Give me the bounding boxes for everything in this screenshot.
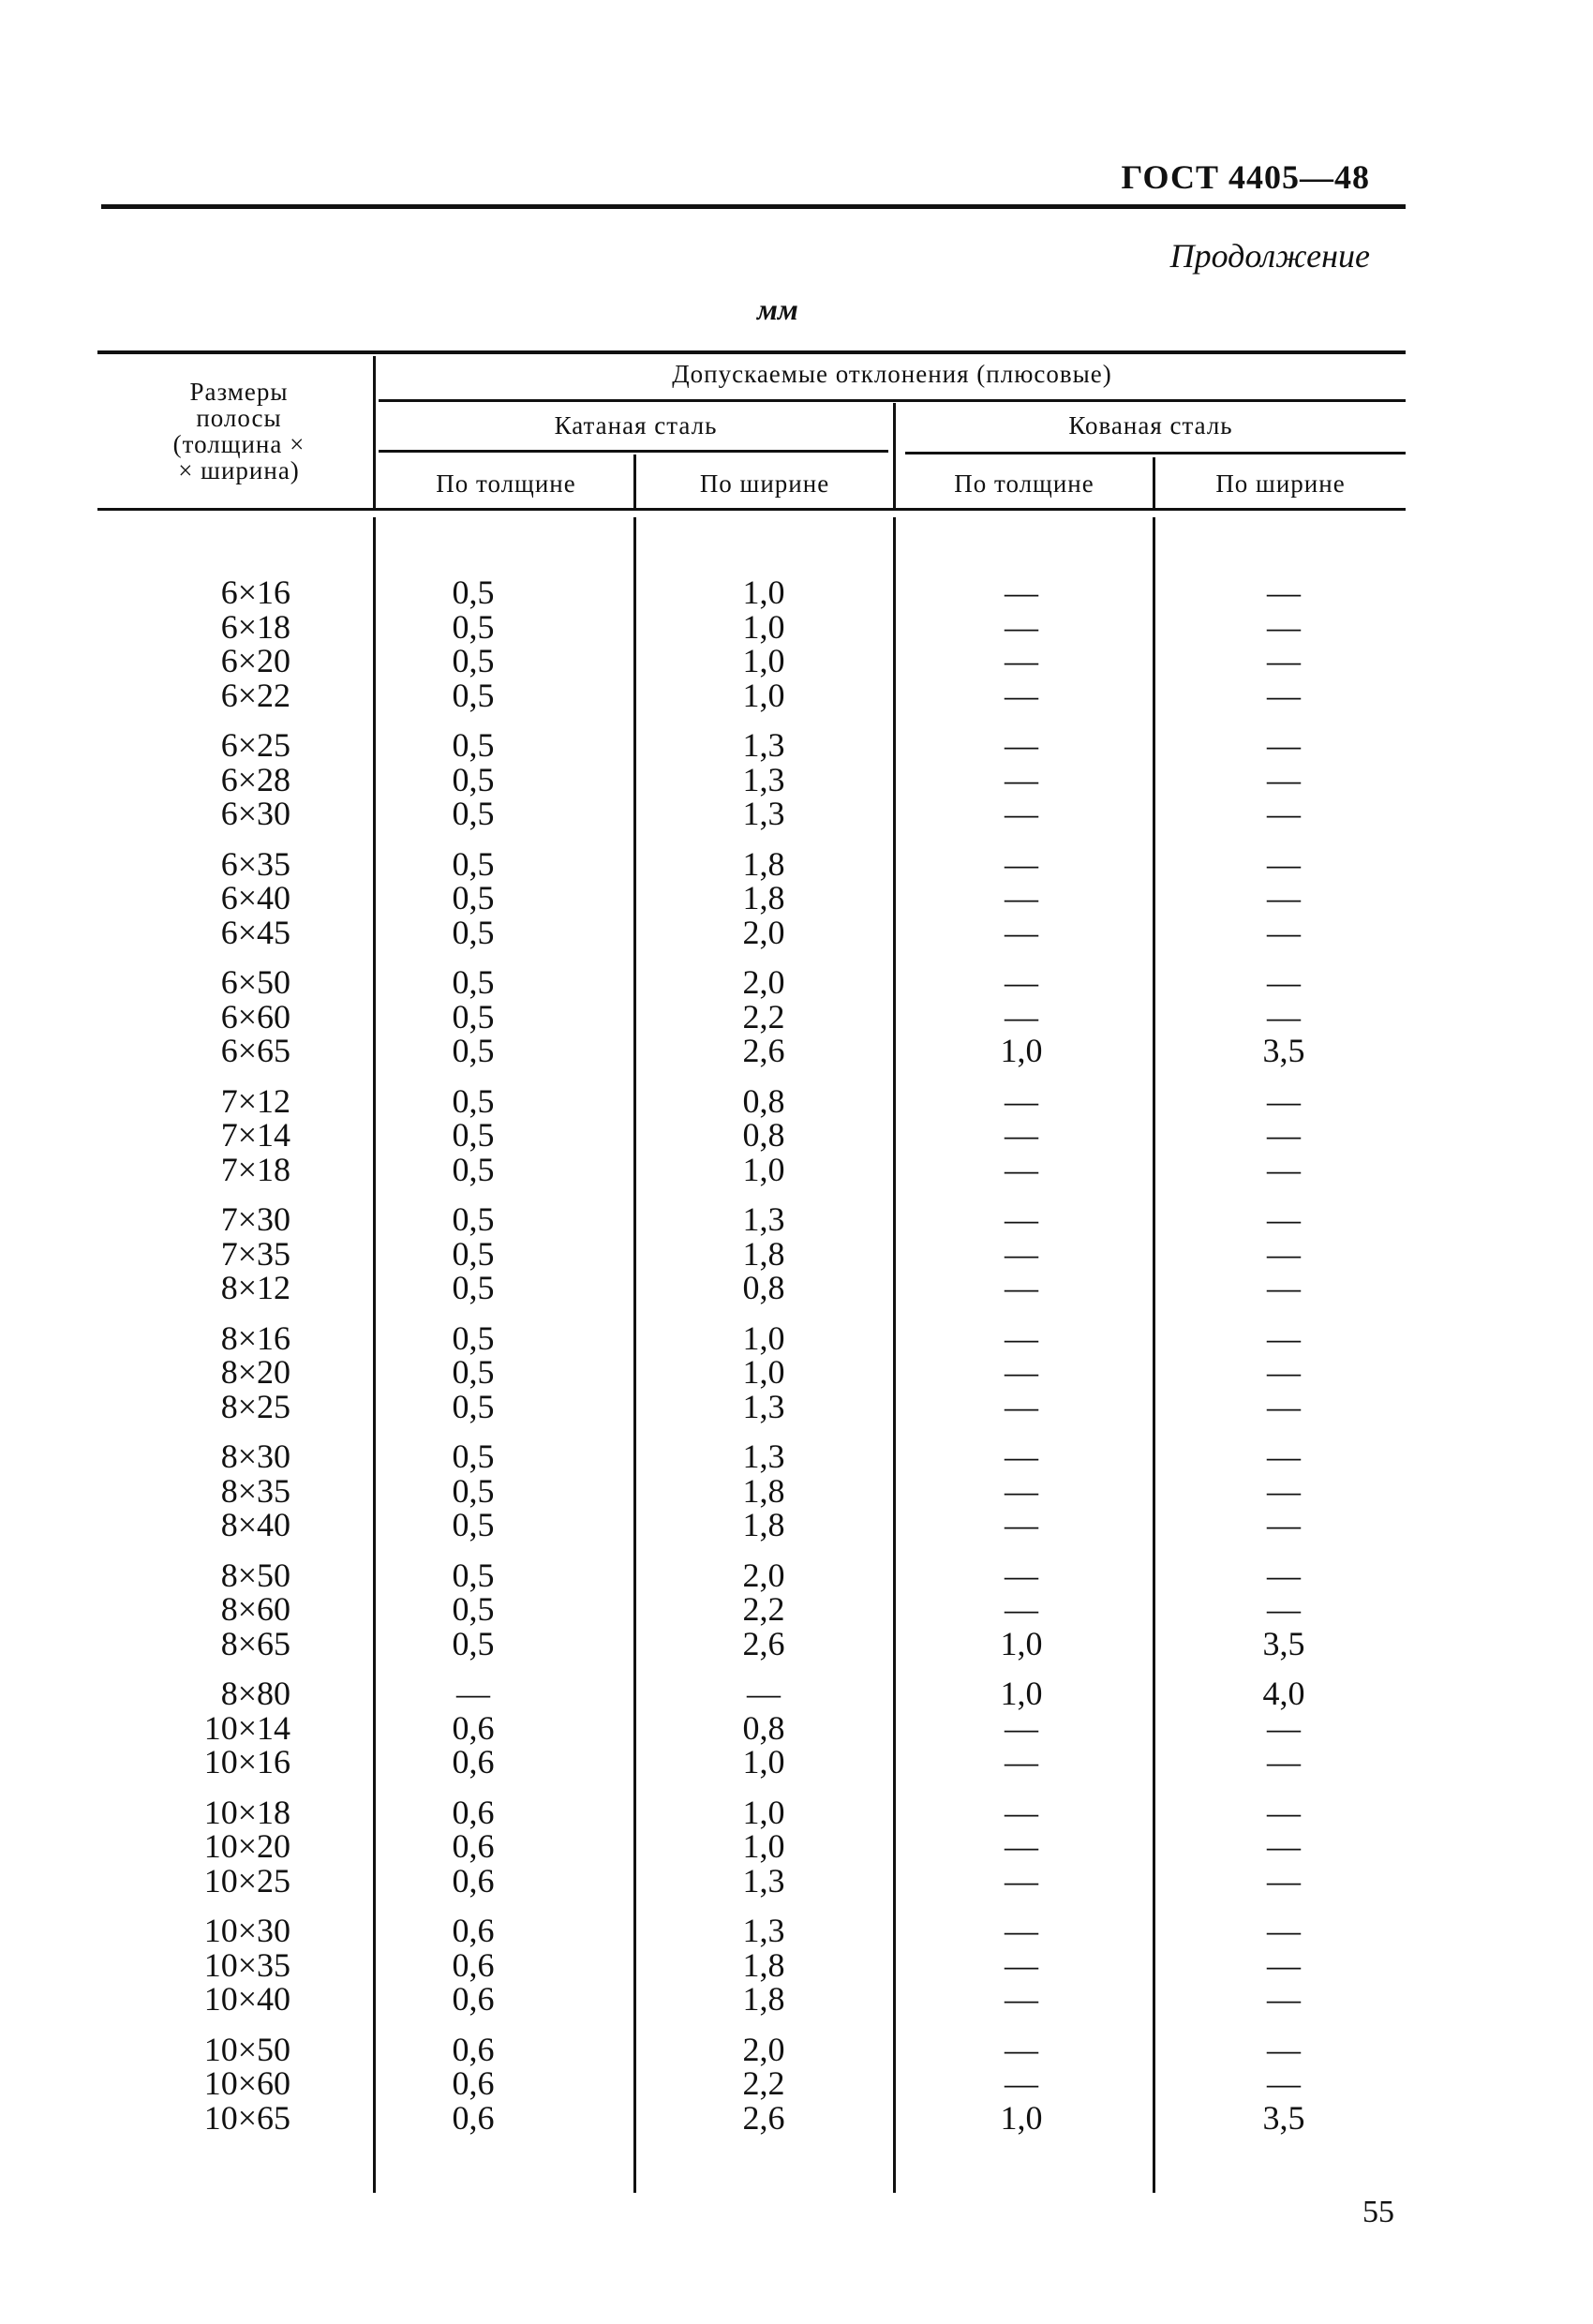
cell-rolled-thickness: 0,6 — [452, 1743, 495, 1780]
cell-forged-thickness: — — [1005, 1318, 1038, 1357]
cell-forged-thickness: 1,0 — [1000, 1675, 1043, 1712]
cell-forged-thickness: — — [1005, 997, 1038, 1035]
cell-strip-size: 6×65 — [220, 1032, 290, 1069]
cell-rolled-width: 1,0 — [742, 574, 785, 611]
cell-rolled-thickness: 0,6 — [452, 1980, 495, 2018]
cell-forged-thickness: 1,0 — [1000, 1032, 1043, 1069]
cell-rolled-width: 0,8 — [742, 1708, 785, 1747]
cell-forged-thickness: — — [1005, 1471, 1038, 1510]
cell-forged-width: — — [1267, 1150, 1301, 1188]
column-strip-size — [141, 575, 290, 2151]
header-forged-steel: Кованая сталь — [1068, 411, 1233, 439]
row-group — [951, 728, 1092, 831]
cell-rolled-width: 1,0 — [742, 1743, 785, 1780]
cell-strip-size: 8×65 — [220, 1624, 290, 1662]
cell-forged-width: 4,0 — [1262, 1675, 1305, 1712]
cell-forged-thickness: — — [1005, 1556, 1038, 1594]
row-group — [1213, 965, 1354, 1068]
row-group — [693, 1202, 834, 1305]
cell-forged-width: — — [1267, 1945, 1301, 1984]
cell-rolled-width: 1,8 — [742, 1506, 785, 1543]
cell-rolled-width: 1,3 — [742, 1438, 785, 1475]
cell-forged-thickness: — — [1005, 1438, 1038, 1475]
column-forged-width — [1213, 575, 1354, 2151]
cell-forged-width: — — [1267, 676, 1301, 714]
row-group — [1213, 1676, 1354, 1780]
row-group — [1213, 1558, 1354, 1661]
cell-forged-width: — — [1267, 1980, 1301, 2018]
cell-strip-size: 8×25 — [220, 1387, 290, 1425]
cell-rolled-width: 1,8 — [742, 844, 785, 883]
cell-rolled-thickness: 0,5 — [452, 1150, 495, 1188]
page-number: 55 — [1362, 2195, 1394, 2229]
cell-forged-width: — — [1267, 1116, 1301, 1154]
header-rolled-steel: Катаная сталь — [554, 411, 718, 439]
cell-forged-width: — — [1267, 607, 1301, 646]
cell-rolled-thickness: 0,5 — [452, 1590, 495, 1628]
cell-rolled-width: 2,6 — [742, 1032, 785, 1069]
cell-forged-width: 3,5 — [1262, 2098, 1305, 2137]
cell-forged-width: — — [1267, 997, 1301, 1035]
cell-forged-thickness: 1,0 — [1000, 2098, 1043, 2137]
cell-strip-size: 7×18 — [220, 1150, 290, 1188]
cell-forged-thickness: — — [1005, 574, 1038, 611]
row-group — [1213, 728, 1354, 831]
row-group — [141, 1558, 290, 1661]
cell-forged-width: — — [1267, 2030, 1301, 2068]
cell-rolled-thickness: 0,5 — [452, 574, 495, 611]
cell-rolled-thickness: 0,6 — [452, 1912, 495, 1949]
cell-rolled-width: 1,0 — [742, 1150, 785, 1188]
cell-rolled-thickness: 0,5 — [452, 1387, 495, 1425]
row-group — [403, 575, 543, 712]
cell-rolled-thickness: 0,5 — [452, 1556, 495, 1594]
cell-rolled-width: 1,8 — [742, 1234, 785, 1273]
cell-rolled-width: 1,0 — [742, 1827, 785, 1865]
cell-forged-width: — — [1267, 1438, 1301, 1475]
cell-strip-size: 6×45 — [220, 913, 290, 951]
row-group — [693, 1914, 834, 2017]
cell-forged-width: — — [1267, 879, 1301, 916]
document-code: ГОСТ 4405—48 — [1121, 158, 1370, 196]
top-rule — [101, 204, 1406, 209]
cell-forged-width: — — [1267, 574, 1301, 611]
cell-rolled-thickness: 0,5 — [452, 1200, 495, 1238]
cell-rolled-width: 2,0 — [742, 1556, 785, 1594]
cell-strip-size: 8×80 — [220, 1675, 290, 1712]
cell-forged-width: — — [1267, 2064, 1301, 2102]
header-size-line: Размеры — [189, 378, 289, 406]
cell-strip-size: 10×40 — [203, 1980, 290, 2018]
cell-rolled-width: 1,0 — [742, 607, 785, 646]
cell-rolled-thickness: — — [456, 1675, 490, 1712]
row-group — [1213, 1081, 1354, 1188]
row-group — [141, 1318, 290, 1425]
cell-rolled-thickness: 0,5 — [452, 1438, 495, 1475]
cell-forged-width: — — [1267, 1471, 1301, 1510]
body-divider-1 — [373, 517, 376, 2193]
row-group — [693, 728, 834, 831]
cell-rolled-width: 1,3 — [742, 1912, 785, 1949]
cell-rolled-thickness: 0,5 — [452, 879, 495, 916]
cell-rolled-width: 1,0 — [742, 642, 785, 679]
row-group — [1213, 575, 1354, 712]
cell-strip-size: 6×35 — [220, 844, 290, 883]
row-group — [693, 1558, 834, 1661]
row-group — [403, 965, 543, 1068]
cell-rolled-width: 1,3 — [742, 1200, 785, 1238]
cell-forged-thickness: — — [1005, 676, 1038, 714]
cell-strip-size: 6×40 — [220, 879, 290, 916]
row-group — [1213, 1202, 1354, 1305]
cell-strip-size: 8×35 — [220, 1471, 290, 1510]
cell-forged-thickness: — — [1005, 1150, 1038, 1188]
cell-strip-size: 10×20 — [203, 1827, 290, 1865]
cell-forged-thickness: — — [1005, 1827, 1038, 1865]
row-group — [951, 1202, 1092, 1305]
cell-strip-size: 10×35 — [203, 1945, 290, 1984]
cell-rolled-thickness: 0,6 — [452, 2030, 495, 2068]
cell-forged-thickness: — — [1005, 2030, 1038, 2068]
cell-rolled-thickness: 0,5 — [452, 726, 495, 764]
row-group — [141, 1439, 290, 1542]
row-group — [403, 844, 543, 951]
cell-rolled-width: 2,0 — [742, 963, 785, 1001]
cell-forged-width: — — [1267, 1269, 1301, 1306]
continuation-label: Продолжение — [1169, 237, 1370, 275]
cell-forged-thickness: — — [1005, 1506, 1038, 1543]
cell-rolled-width: 2,0 — [742, 2030, 785, 2068]
column-rolled-thickness — [403, 575, 543, 2151]
cell-rolled-thickness: 0,6 — [452, 1861, 495, 1899]
cell-forged-thickness: — — [1005, 2064, 1038, 2102]
header-bottom-rule — [97, 508, 1406, 511]
cell-forged-width: — — [1267, 1793, 1301, 1831]
cell-forged-thickness: — — [1005, 1793, 1038, 1831]
cell-strip-size: 8×40 — [220, 1506, 290, 1543]
cell-rolled-thickness: 0,5 — [452, 760, 495, 798]
header-rolled-thickness: По толщине — [436, 469, 576, 498]
cell-forged-thickness: — — [1005, 1081, 1038, 1120]
row-group — [693, 2030, 834, 2137]
cell-forged-width: — — [1267, 844, 1301, 883]
cell-rolled-thickness: 0,6 — [452, 1708, 495, 1747]
header-size-line: полосы — [196, 404, 282, 432]
cell-rolled-thickness: 0,5 — [452, 1506, 495, 1543]
cell-strip-size: 8×12 — [220, 1269, 290, 1306]
row-group — [141, 1081, 290, 1188]
row-group — [951, 1318, 1092, 1425]
cell-strip-size: 7×35 — [220, 1234, 290, 1273]
cell-rolled-thickness: 0,5 — [452, 913, 495, 951]
cell-forged-width: — — [1267, 913, 1301, 951]
cell-strip-size: 8×16 — [220, 1318, 290, 1357]
cell-rolled-width: — — [747, 1675, 781, 1712]
cell-forged-thickness: 1,0 — [1000, 1624, 1043, 1662]
cell-forged-width: 3,5 — [1262, 1624, 1305, 1662]
cell-rolled-thickness: 0,5 — [452, 997, 495, 1035]
row-group — [693, 1676, 834, 1780]
cell-forged-thickness: — — [1005, 879, 1038, 916]
column-forged-thickness — [951, 575, 1092, 2151]
cell-forged-width: — — [1267, 760, 1301, 798]
cell-forged-width: — — [1267, 1234, 1301, 1273]
cell-rolled-width: 2,6 — [742, 1624, 785, 1662]
cell-rolled-width: 2,2 — [742, 2064, 785, 2102]
cell-forged-width: — — [1267, 1081, 1301, 1120]
row-group — [951, 1676, 1092, 1780]
row-group — [951, 1795, 1092, 1899]
row-group — [693, 1318, 834, 1425]
cell-strip-size: 10×18 — [203, 1793, 290, 1831]
cell-strip-size: 10×16 — [203, 1743, 290, 1780]
cell-rolled-thickness: 0,5 — [452, 1624, 495, 1662]
cell-strip-size: 10×50 — [203, 2030, 290, 2068]
header-rolled-width: По ширине — [699, 469, 830, 498]
row-group — [693, 1081, 834, 1188]
cell-rolled-width: 1,3 — [742, 1387, 785, 1425]
cell-forged-thickness: — — [1005, 760, 1038, 798]
cell-strip-size: 10×30 — [203, 1912, 290, 1949]
column-rolled-width — [693, 575, 834, 2151]
cell-rolled-thickness: 0,6 — [452, 1945, 495, 1984]
cell-rolled-width: 1,3 — [742, 795, 785, 832]
cell-strip-size: 6×30 — [220, 795, 290, 832]
header-size-line: (толщина × — [172, 430, 305, 458]
row-group — [693, 575, 834, 712]
header-divider-1 — [373, 356, 376, 508]
cell-strip-size: 6×25 — [220, 726, 290, 764]
cell-forged-thickness: — — [1005, 913, 1038, 951]
row-group — [951, 844, 1092, 951]
header-size-line: × ширина) — [178, 456, 300, 484]
cell-forged-width: — — [1267, 1827, 1301, 1865]
cell-rolled-width: 1,8 — [742, 1980, 785, 2018]
cell-forged-width: — — [1267, 963, 1301, 1001]
cell-strip-size: 7×30 — [220, 1200, 290, 1238]
row-group — [951, 1914, 1092, 2017]
cell-forged-thickness: — — [1005, 607, 1038, 646]
cell-forged-width: — — [1267, 1590, 1301, 1628]
cell-forged-thickness: — — [1005, 1269, 1038, 1306]
cell-forged-thickness: — — [1005, 1743, 1038, 1780]
cell-strip-size: 6×20 — [220, 642, 290, 679]
row-group — [1213, 844, 1354, 951]
row-group — [403, 728, 543, 831]
cell-rolled-width: 0,8 — [742, 1081, 785, 1120]
cell-rolled-thickness: 0,5 — [452, 1318, 495, 1357]
row-group — [693, 1439, 834, 1542]
cell-rolled-thickness: 0,5 — [452, 1353, 495, 1391]
cell-forged-thickness: — — [1005, 1861, 1038, 1899]
cell-forged-thickness: — — [1005, 1353, 1038, 1391]
cell-rolled-width: 1,3 — [742, 760, 785, 798]
row-group — [1213, 1795, 1354, 1899]
row-group — [403, 1439, 543, 1542]
row-group — [951, 1558, 1092, 1661]
cell-rolled-width: 1,0 — [742, 1353, 785, 1391]
cell-rolled-thickness: 0,6 — [452, 1827, 495, 1865]
row-group — [951, 2030, 1092, 2137]
cell-rolled-width: 0,8 — [742, 1116, 785, 1154]
row-group — [403, 1558, 543, 1661]
cell-rolled-width: 0,8 — [742, 1269, 785, 1306]
row-group — [141, 728, 290, 831]
row-group — [951, 1081, 1092, 1188]
cell-strip-size: 8×30 — [220, 1438, 290, 1475]
cell-forged-width: — — [1267, 1353, 1301, 1391]
row-group — [951, 965, 1092, 1068]
cell-rolled-width: 1,3 — [742, 726, 785, 764]
cell-forged-width: — — [1267, 1318, 1301, 1357]
cell-rolled-thickness: 0,6 — [452, 2064, 495, 2102]
row-group — [403, 1202, 543, 1305]
cell-forged-thickness: — — [1005, 1200, 1038, 1238]
row-group — [403, 1795, 543, 1899]
cell-forged-width: 3,5 — [1262, 1032, 1305, 1069]
header-forged-thickness: По толщине — [954, 469, 1094, 498]
cell-forged-thickness: — — [1005, 1116, 1038, 1154]
cell-forged-width: — — [1267, 1912, 1301, 1949]
cell-forged-thickness: — — [1005, 844, 1038, 883]
body-divider-4 — [1153, 517, 1155, 2193]
header-rule-group — [379, 399, 1406, 402]
cell-rolled-thickness: 0,5 — [452, 676, 495, 714]
cell-forged-width: — — [1267, 1861, 1301, 1899]
cell-forged-thickness: — — [1005, 963, 1038, 1001]
cell-forged-thickness: — — [1005, 1980, 1038, 2018]
cell-strip-size: 8×60 — [220, 1590, 290, 1628]
row-group — [403, 1318, 543, 1425]
row-group — [141, 844, 290, 951]
row-group — [403, 2030, 543, 2137]
cell-strip-size: 8×50 — [220, 1556, 290, 1594]
row-group — [141, 1914, 290, 2017]
cell-strip-size: 10×14 — [203, 1708, 290, 1747]
cell-forged-thickness: — — [1005, 1945, 1038, 1984]
header-forged-width: По ширине — [1215, 469, 1346, 498]
row-group — [141, 1676, 290, 1780]
cell-rolled-thickness: 0,5 — [452, 795, 495, 832]
cell-rolled-width: 2,6 — [742, 2098, 785, 2137]
cell-strip-size: 6×60 — [220, 997, 290, 1035]
cell-strip-size: 6×22 — [220, 676, 290, 714]
cell-strip-size: 7×12 — [220, 1081, 290, 1120]
cell-rolled-thickness: 0,5 — [452, 1269, 495, 1306]
cell-strip-size: 6×50 — [220, 963, 290, 1001]
cell-forged-width: — — [1267, 1743, 1301, 1780]
cell-rolled-width: 1,0 — [742, 676, 785, 714]
cell-forged-thickness: — — [1005, 726, 1038, 764]
row-group — [141, 1202, 290, 1305]
cell-forged-width: — — [1267, 1708, 1301, 1747]
row-group — [951, 1439, 1092, 1542]
cell-rolled-thickness: 0,5 — [452, 1032, 495, 1069]
cell-forged-thickness: — — [1005, 642, 1038, 679]
row-group — [1213, 1439, 1354, 1542]
body-divider-2 — [633, 517, 636, 2193]
header-rule-forged — [905, 452, 1406, 454]
cell-rolled-thickness: 0,5 — [452, 1471, 495, 1510]
row-group — [693, 965, 834, 1068]
cell-forged-thickness: — — [1005, 1590, 1038, 1628]
cell-rolled-width: 1,0 — [742, 1793, 785, 1831]
cell-forged-width: — — [1267, 642, 1301, 679]
cell-forged-width: — — [1267, 1200, 1301, 1238]
row-group — [951, 575, 1092, 712]
row-group — [141, 2030, 290, 2137]
cell-rolled-thickness: 0,5 — [452, 1081, 495, 1120]
cell-strip-size: 6×16 — [220, 574, 290, 611]
cell-forged-width: — — [1267, 726, 1301, 764]
cell-rolled-thickness: 0,5 — [452, 642, 495, 679]
cell-rolled-width: 1,3 — [742, 1861, 785, 1899]
cell-rolled-thickness: 0,5 — [452, 963, 495, 1001]
table-top-rule — [97, 350, 1406, 354]
unit-label: мм — [757, 292, 798, 326]
cell-rolled-thickness: 0,6 — [452, 2098, 495, 2137]
row-group — [141, 965, 290, 1068]
cell-forged-thickness: — — [1005, 1387, 1038, 1425]
row-group — [403, 1914, 543, 2017]
cell-rolled-thickness: 0,5 — [452, 1234, 495, 1273]
header-tolerances: Допускаемые отклонения (плюсовые) — [672, 360, 1112, 388]
cell-forged-width: — — [1267, 1556, 1301, 1594]
cell-forged-thickness: — — [1005, 1912, 1038, 1949]
cell-strip-size: 10×60 — [203, 2064, 290, 2102]
cell-rolled-thickness: 0,6 — [452, 1793, 495, 1831]
cell-rolled-thickness: 0,5 — [452, 844, 495, 883]
cell-rolled-width: 1,8 — [742, 1945, 785, 1984]
cell-rolled-thickness: 0,5 — [452, 607, 495, 646]
cell-strip-size: 10×65 — [203, 2098, 290, 2137]
cell-strip-size: 7×14 — [220, 1116, 290, 1154]
cell-rolled-width: 1,8 — [742, 1471, 785, 1510]
row-group — [1213, 1914, 1354, 2017]
row-group — [403, 1081, 543, 1188]
cell-forged-width: — — [1267, 1506, 1301, 1543]
cell-forged-width: — — [1267, 1387, 1301, 1425]
row-group — [403, 1676, 543, 1780]
cell-rolled-thickness: 0,5 — [452, 1116, 495, 1154]
cell-rolled-width: 1,0 — [742, 1318, 785, 1357]
body-divider-3 — [893, 517, 896, 2193]
cell-forged-thickness: — — [1005, 795, 1038, 832]
header-size-column — [122, 379, 356, 484]
cell-rolled-width: 2,2 — [742, 997, 785, 1035]
row-group — [1213, 2030, 1354, 2137]
row-group — [141, 1795, 290, 1899]
cell-forged-width: — — [1267, 795, 1301, 832]
row-group — [1213, 1318, 1354, 1425]
cell-rolled-width: 2,2 — [742, 1590, 785, 1628]
cell-strip-size: 8×20 — [220, 1353, 290, 1391]
cell-strip-size: 6×28 — [220, 760, 290, 798]
cell-forged-thickness: — — [1005, 1234, 1038, 1273]
cell-rolled-width: 2,0 — [742, 913, 785, 951]
cell-forged-thickness: — — [1005, 1708, 1038, 1747]
row-group — [141, 575, 290, 712]
cell-strip-size: 6×18 — [220, 607, 290, 646]
row-group — [693, 1795, 834, 1899]
cell-strip-size: 10×25 — [203, 1861, 290, 1899]
header-rule-rolled — [379, 450, 888, 453]
cell-rolled-width: 1,8 — [742, 879, 785, 916]
row-group — [693, 844, 834, 951]
